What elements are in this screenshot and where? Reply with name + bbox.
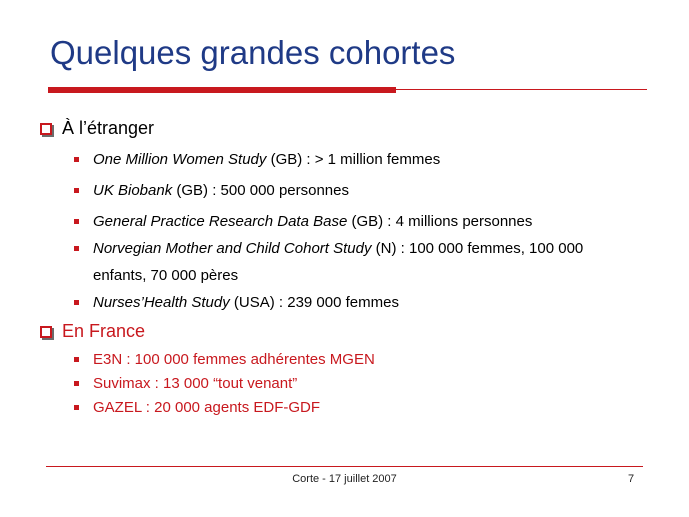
cohort-name: General Practice Research Data Base <box>93 213 348 230</box>
list-item <box>74 351 375 369</box>
cohort-name: Nurses’Health Study <box>93 294 230 311</box>
cohort-text: E3N : 100 000 femmes adhérentes MGEN <box>93 351 375 368</box>
list-item <box>74 399 320 417</box>
cohort-detail: (GB) : > 1 million femmes <box>266 151 441 168</box>
section-france <box>40 321 145 342</box>
cohort-detail: (USA) : 239 000 femmes <box>229 294 399 311</box>
square-bullet-icon <box>74 357 79 362</box>
footer-divider <box>46 466 643 467</box>
square-bullet-icon <box>74 300 79 305</box>
square-bullet-icon <box>74 157 79 162</box>
slide-title: Quelques grandes cohortes <box>50 34 456 71</box>
checkbox-bullet-icon <box>40 326 52 338</box>
title-underline-thin <box>396 89 647 90</box>
footer-text: Corte - 17 juillet 2007 <box>292 473 397 485</box>
page-number: 7 <box>628 473 635 485</box>
cohort-name: UK Biobank <box>93 182 173 199</box>
title-underline-thick <box>48 87 396 93</box>
square-bullet-icon <box>74 405 79 410</box>
cohort-detail: (GB) : 4 millions personnes <box>347 213 533 230</box>
square-bullet-icon <box>74 246 79 251</box>
list-item-continuation: enfants, 70 000 pères <box>93 267 239 284</box>
square-bullet-icon <box>74 381 79 386</box>
list-item <box>74 151 440 169</box>
cohort-text: GAZEL : 20 000 agents EDF-GDF <box>93 399 321 416</box>
list-item <box>74 375 297 393</box>
cohort-text: Suvimax : 13 000 “tout venant” <box>93 375 298 392</box>
section-label: En France <box>62 321 146 341</box>
list-item <box>74 182 349 200</box>
cohort-name: Norvegian Mother and Child Cohort Study <box>93 240 372 257</box>
checkbox-bullet-icon <box>40 123 52 135</box>
square-bullet-icon <box>74 219 79 224</box>
section-abroad <box>40 118 154 139</box>
cohort-detail: (N) : 100 000 femmes, 100 000 <box>371 240 584 257</box>
list-item <box>74 213 532 231</box>
list-item <box>74 240 583 258</box>
square-bullet-icon <box>74 188 79 193</box>
cohort-name: One Million Women Study <box>93 151 267 168</box>
section-label: À l’étranger <box>62 118 155 138</box>
cohort-detail: (GB) : 500 000 personnes <box>172 182 349 199</box>
list-item <box>74 294 399 312</box>
